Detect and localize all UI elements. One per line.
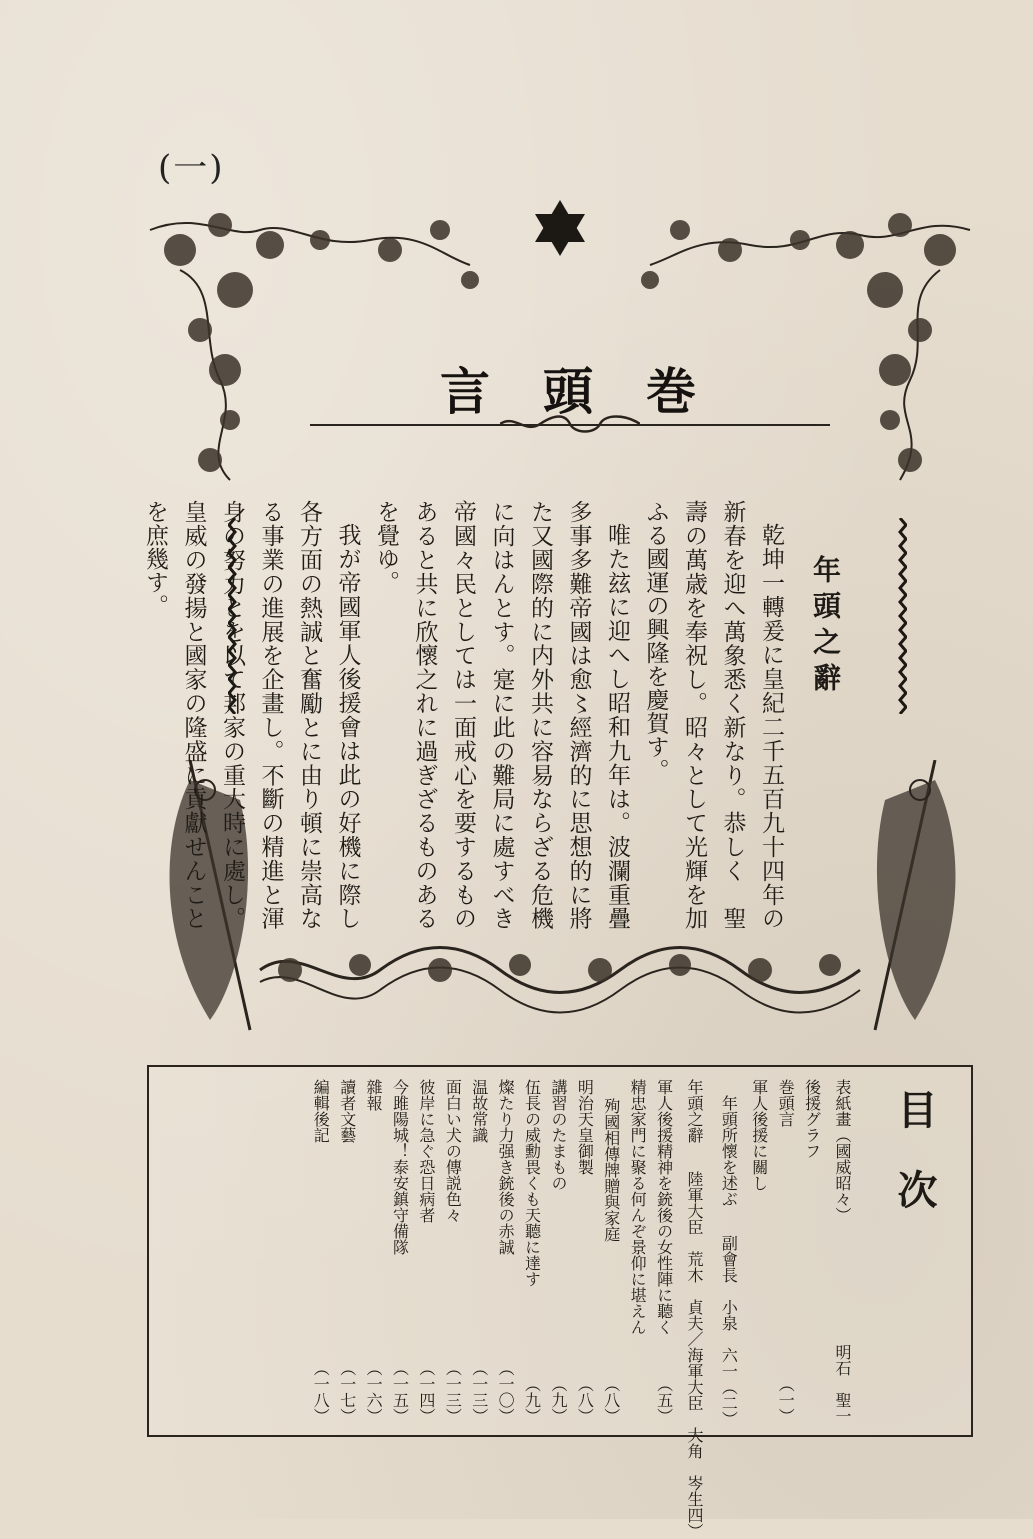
toc-entry-author: 明石 聖一	[833, 1344, 852, 1424]
toc-entry[interactable]	[745, 1079, 771, 1424]
toc-entry-page: （一）	[776, 1376, 796, 1424]
toc-entry[interactable]	[413, 1079, 439, 1424]
toc-entry[interactable]	[597, 1079, 623, 1424]
article-title: 年頭之辭	[809, 555, 842, 699]
heading-swirl-ornament	[500, 414, 640, 434]
toc-entry[interactable]	[439, 1079, 465, 1424]
article-paragraph: 我が帝國軍人後援會は此の好機に際し各方面の熱誠と奮勵とに由り頓に崇高なる事業の進展を企畫し。不斷の精進と渾身の努力とを以て邦家の重大時に處し。皇威の發揚と國家の隆盛に貢獻せんことを庶幾す。	[142, 500, 361, 931]
toc-entry[interactable]	[650, 1079, 676, 1424]
toc-entry[interactable]	[360, 1079, 386, 1424]
toc-entry-page: （九）	[548, 1376, 568, 1424]
toc-entry[interactable]	[386, 1079, 412, 1424]
toc-entry-title: 温故常識	[469, 1079, 489, 1143]
article-paragraph: 唯た玆に迎へし昭和九年は。波瀾重疊多事多難帝國は愈〻經濟的に思想的に將た又國際的に内外共に容易ならざる危機に向はんとす。寔に此の難局に處すべき帝國々民としては一面戒心を要するものあると共に欣懷之れに過ぎざるものあるを覺ゆ。	[373, 500, 630, 930]
toc-entry-title: 軍人後援精神を銃後の女性陣に聽く	[654, 1079, 674, 1335]
toc-entry[interactable]	[677, 1079, 711, 1539]
heading-char-2: 頭	[543, 362, 597, 421]
toc-entry-author: 陸軍大臣 荒木 貞夫／海軍大臣 大角 岑生	[684, 1171, 704, 1507]
toc-entry-title: 編輯後記	[311, 1079, 331, 1143]
toc-entry-title: 後援グラフ	[802, 1079, 822, 1159]
toc-entry-title: 年頭所懷を述ぶ	[719, 1095, 739, 1207]
toc-entry[interactable]	[798, 1079, 824, 1424]
toc-entry-title: 巻頭言	[776, 1079, 796, 1127]
toc-entry-page: （一四）	[416, 1360, 436, 1424]
right-flag-ornament	[845, 760, 975, 1040]
toc-entry-title: 年頭之辭	[684, 1079, 704, 1143]
toc-entry-title: 明治天皇御製	[575, 1079, 595, 1175]
toc-entry[interactable]	[571, 1079, 597, 1424]
toc-entry-page: （八）	[575, 1376, 595, 1424]
toc-entry[interactable]	[545, 1079, 571, 1424]
toc-entry-title: 今雎陽城！泰安鎮守備隊	[390, 1079, 410, 1255]
toc-entry-title: 精忠家門に聚る何んぞ景仰に堪えん	[628, 1079, 648, 1335]
toc-entry-page: （一六）	[364, 1360, 384, 1424]
toc-entry-page: （五）	[654, 1376, 674, 1424]
toc-list	[169, 1079, 859, 1539]
toc-entry-title: 雜報	[364, 1079, 384, 1111]
page-number: (一)	[158, 148, 225, 188]
toc-entry[interactable]	[465, 1079, 491, 1424]
heading-char-3: 言	[440, 362, 494, 421]
star-emblem-icon	[535, 200, 585, 256]
toc-entry-page: （一七）	[337, 1360, 357, 1424]
table-of-contents	[147, 1065, 973, 1539]
toc-entry-title: 面白い犬の傳説色々	[443, 1079, 463, 1223]
toc-entry[interactable]	[711, 1079, 745, 1427]
toc-entry[interactable]	[825, 1079, 859, 1424]
toc-entry-page: （一〇）	[496, 1360, 516, 1424]
toc-entry-page: （一三）	[443, 1360, 463, 1424]
heading-char-1: 巻	[646, 362, 700, 421]
article-body	[142, 500, 790, 931]
toc-entry-page: 四）	[684, 1507, 704, 1539]
toc-entry[interactable]	[333, 1079, 359, 1424]
toc-entry-subtitle: 殉國相傳牌贈與家庭	[601, 1098, 621, 1243]
article-paragraph: 乾坤一轉爰に皇紀二千五百九十四年の新春を迎へ萬象悉く新なり。恭しく 聖壽の萬歳を奉祝し。昭々として光輝を加ふる國運の興隆を慶賀す。	[642, 500, 784, 931]
toc-entry-title: 伍長の威勳畏くも天聽に達す	[522, 1079, 542, 1287]
toc-entry-page: （八）	[601, 1376, 621, 1424]
toc-entry-page: （一三）	[469, 1360, 489, 1424]
toc-entry-title: 軍人後援に關し	[749, 1079, 769, 1191]
toc-entry-page: （一五）	[390, 1360, 410, 1424]
toc-entry-page: （一八）	[311, 1360, 331, 1424]
toc-entry-title: 表紙畫（國威昭々）	[833, 1079, 852, 1223]
toc-entry-title: 講習のたまもの	[548, 1079, 568, 1191]
toc-entry-page: （九）	[522, 1376, 542, 1424]
toc-entry-author: 副會長 小泉 六一	[719, 1235, 739, 1379]
toc-heading: 目次	[891, 1089, 938, 1249]
toc-entry[interactable]	[492, 1079, 518, 1424]
toc-entry[interactable]	[518, 1079, 544, 1424]
toc-entry-title: 彼岸に急ぐ恐日病者	[416, 1079, 436, 1223]
right-zigzag-ornament	[893, 518, 907, 714]
toc-entry[interactable]	[307, 1079, 333, 1424]
toc-entry-page: （二）	[719, 1379, 739, 1427]
toc-entry[interactable]	[624, 1079, 650, 1424]
toc-entry-title: 讀者文藝	[337, 1079, 357, 1143]
toc-entry-title: 燦たり力强き銃後の赤誠	[496, 1079, 516, 1255]
toc-entry[interactable]	[772, 1079, 798, 1424]
